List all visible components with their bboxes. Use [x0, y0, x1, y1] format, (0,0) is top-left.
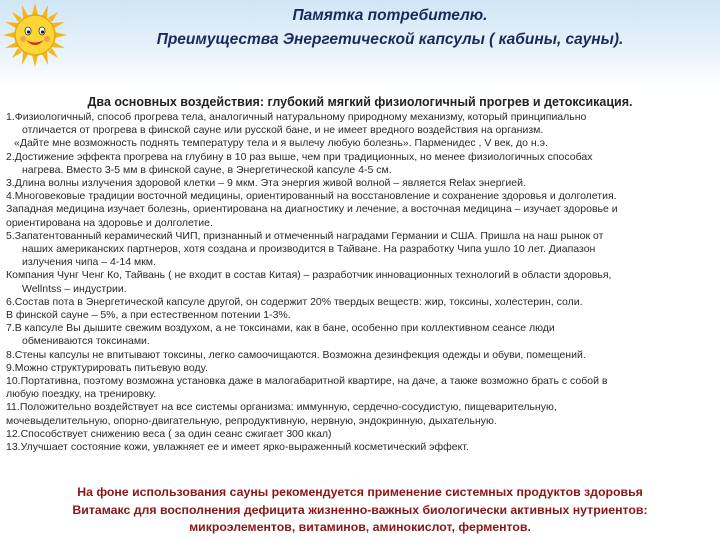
list-item: 8.Стены капсулы не впитывают токсины, легко самоочищаются. Возможна дезинфекция одежды и обуви, помещений.: [6, 348, 586, 361]
list-item: 3.Длина волны излучения здоровой клетки – 9 мкм. Эта энергия живой волной – является Relax энергией.: [6, 177, 526, 190]
list-item: отличается от прогрева в финской сауне или русской бане, и не имеет вредного воздействия на организм.: [22, 124, 544, 137]
page-title: [90, 4, 690, 52]
list-item: нагрева. Вместо 3-5 мм в финской сауне, в Энергетической капсуле 4-5 см.: [22, 163, 392, 176]
list-item: Компания Чунг Ченг Ко, Тайвань ( не входит в состав Китая) – разработчик инновационных технологий в области здоровья,: [6, 269, 612, 282]
list-item: излучения чипа – 4-14 мкм.: [22, 256, 156, 269]
title-line-2: Преимущества Энергетической капсулы ( кабины, сауны).: [156, 31, 624, 48]
list-item: 9.Можно структурировать питьевую воду.: [6, 361, 208, 374]
list-item: Wellntss – индустрии.: [22, 282, 127, 295]
footer-line-3: микроэлементов, витаминов, аминокислот, ферментов.: [189, 520, 531, 534]
list-item: 4.Многовековые традиции восточной медицины, ориентированный на восстановление и сохранение здоровья и долголетия.: [6, 190, 617, 203]
list-item: «Дайте мне возможность поднять температуру тела и я вылечу любую болезнь». Парменидес , V век, до н.э.: [14, 137, 548, 150]
list-item: 1.Физиологичный, способ прогрева тела, аналогичный натуральному природному механизму, который принципиально: [6, 111, 587, 123]
list-item: ориентирована на здоровье и долголетие.: [6, 216, 213, 229]
recommendation-footer: [0, 484, 720, 537]
benefits-list: [6, 111, 712, 454]
list-item: 12.Способствует снижению веса ( за один сеанс сжигает 300 ккал): [6, 427, 332, 440]
list-item: 6.Состав пота в Энергетической капсуле другой, он содержит 20% твердых веществ: жир, токсины, холестерин, соли.: [6, 295, 583, 308]
list-item: 13.Улучшает состояние кожи, увлажняет ее и имеет ярко-выраженный косметический эффект.: [6, 441, 469, 454]
list-item: 2.Достижение эффекта прогрева на глубину в 10 раз выше, чем при традиционных, но менее физиологичных способах: [6, 150, 593, 163]
list-item: Западная медицина изучает болезнь, ориентирована на диагностику и лечение, а восточная медицина – изучает здоровье и: [6, 203, 618, 216]
list-item: 10.Портативна, поэтому возможна установка даже в малогабаритной квартире, на даче, а также возможно брать с собой в: [6, 375, 608, 388]
smiling-sun-icon: [2, 2, 68, 68]
section-subtitle: Два основных воздействия: глубокий мягкий физиологичный прогрев и детоксикация.: [87, 95, 633, 109]
list-item: любую поездку, на тренировку.: [6, 388, 157, 401]
list-item: наших американских партнеров, хотя создана и производится в Тайване. На разработку Чипа ушло 10 лет. Диапазон: [22, 243, 596, 256]
footer-line-1: На фоне использования сауны рекомендуется применение системных продуктов здоровья: [77, 485, 643, 499]
list-item: 7.В капсуле Вы дышите свежим воздухом, а не токсинами, как в бане, особенно при коллективном сеансе люди: [6, 322, 555, 335]
footer-line-2: Витамакс для восполнения дефицита жизненно-важных биологически активных нутриентов:: [72, 502, 648, 517]
list-item: 11.Положительно воздействует на все системы организма: иммунную, сердечно-сосудистую, пищеварительную,: [6, 401, 557, 414]
title-line-1: Памятка потребителю.: [292, 7, 488, 24]
list-item: 5.Запатентованный керамический ЧИП, признанный и отмеченный наградами Германии и США. Пришла на наш рынок от: [6, 229, 604, 242]
list-item: мочевыделительную, опорно-двигательную, репродуктивную, нервную, эндокринную, дыхательную.: [6, 414, 497, 427]
list-item: обмениваются токсинами.: [22, 335, 150, 348]
list-item: В финской сауне – 5%, а при естественном потении 1-3%.: [6, 309, 291, 322]
